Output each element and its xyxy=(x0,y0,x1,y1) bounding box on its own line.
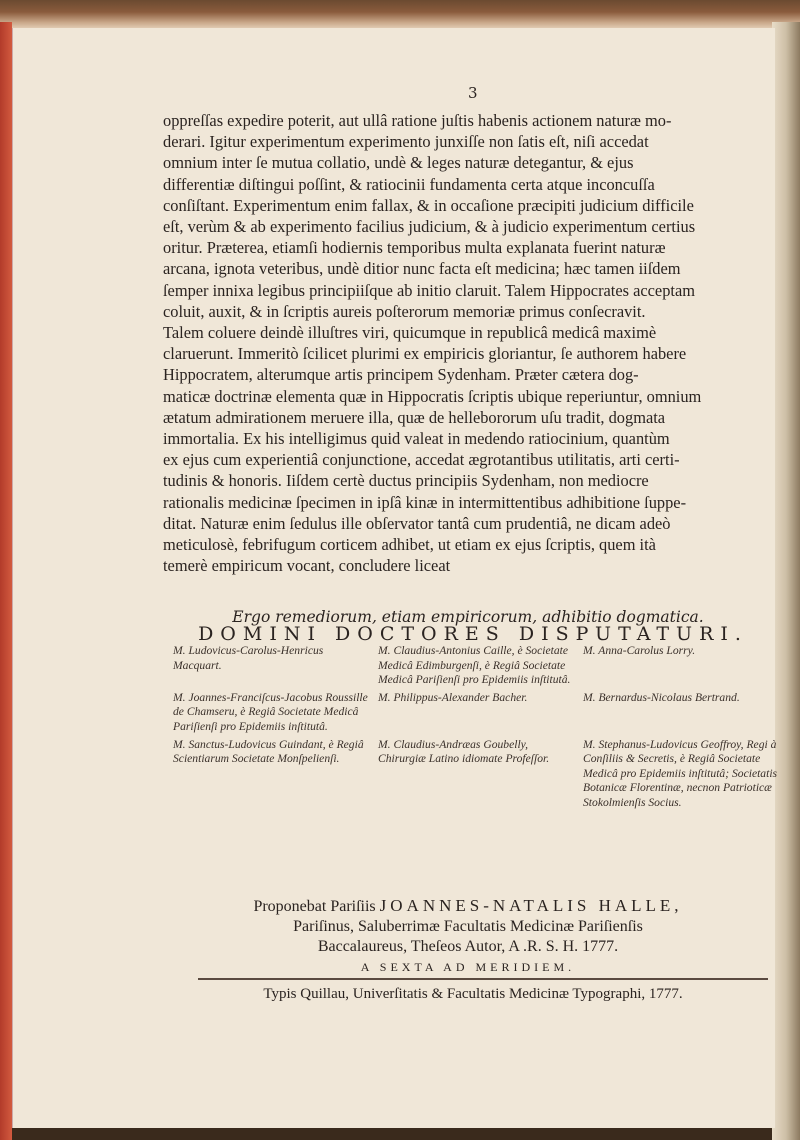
body-line: eſt, verùm & ab experimento facilius judicium, & à judicio experimentum certius xyxy=(163,217,696,237)
body-line: ſemper innixa legibus principiiſque ab initio claruit. Talem Hippocrates acceptam xyxy=(163,280,695,300)
disputant-entry: M. Sanctus-Ludovicus Guindant, è Regiâ Scientiarum Societate Monſpelienſi. xyxy=(173,737,364,766)
body-text xyxy=(163,110,773,576)
proponent-line: Baccalaureus, Theſeos Autor, A .R. S. H. 1777. xyxy=(317,938,619,955)
body-line: ætatum admirationem meruere illa, quæ de hellebororum uſu tradit, dogmata xyxy=(163,407,666,427)
body-line: oritur. Præterea, etiamſi hodiernis temporibus multa explanata fuerint naturæ xyxy=(163,238,666,258)
body-line: conſiſtant. Experimentum enim fallax, & in occaſione præcipiti judicium difficile xyxy=(163,195,694,215)
time-line: A SEXTA AD MERIDIEM. xyxy=(360,960,576,974)
body-line: maticæ doctrinæ elementa quæ in Hippocratis ſcriptis ubique reperiuntur, omnium xyxy=(163,386,702,406)
proponent-block xyxy=(163,896,773,977)
disputant-entry: M. Claudius-Antonius Caille, è Societate Medicâ Edimburgenſi, è Regiâ Societate Medicâ Pariſienſi pro Epidemiis inſtitutâ. xyxy=(378,644,571,687)
book-right-edge xyxy=(772,22,800,1140)
proponent-line: Pariſinus, Saluberrimæ Facultatis Medicinæ Pariſienſis xyxy=(293,918,643,935)
body-line: Hippocratem, alterumque artis principem Sydenham. Præter cætera dog- xyxy=(163,365,639,385)
disputant-entry: M. Anna-Carolus Lorry. xyxy=(583,644,696,657)
book-page xyxy=(12,28,778,1128)
book-left-edge xyxy=(0,22,12,1140)
body-line: ex ejus cum experientiâ conjunctione, accedat ægrotantibus utilitatis, arti certi- xyxy=(163,450,680,470)
proponebat-label: Proponebat Pariſiis xyxy=(253,898,376,915)
book-top-edge xyxy=(0,0,800,30)
disputant-entry: M. Bernardus-Nicolaus Bertrand. xyxy=(583,690,740,704)
disputants-heading: DOMINI DOCTORES DISPUTATURI. xyxy=(198,623,748,645)
body-line: temerè empiricum vocant, concludere liceat xyxy=(163,556,451,576)
body-line: oppreſſas expedire poterit, aut ullâ ratione juſtis habenis actionem naturæ mo- xyxy=(163,111,672,130)
body-line: ditat. Naturæ enim ſedulus ille obſervator tantâ cum prudentiâ, ne dicam adeò xyxy=(163,513,671,533)
body-line: coluit, auxit, & in ſcriptis aureis poſterorum memoriæ primus conſecravit. xyxy=(163,301,646,321)
disputants-list xyxy=(173,644,783,811)
divider xyxy=(198,978,768,980)
page-number: 3 xyxy=(468,84,478,102)
disputant-entry: M. Ludovicus-Carolus-Henricus Macquart. xyxy=(173,644,324,672)
proponent-line xyxy=(163,896,773,917)
disputant-entry: M. Stephanus-Ludovicus Geoffroy, Regi à Conſiliis & Secretis, è Regiâ Societate Medicâ pro Epidemiis inſtitutâ; Societatis Botanicæ Florentinæ, necnon Patrioticæ Stokolmienſis Socius. xyxy=(583,737,778,809)
proponent-name: JOANNES-NATALIS HALLE, xyxy=(379,896,683,915)
body-line: differentiæ diſtingui poſſint, & ratiocinii fundamenta certa atque inconcuſſa xyxy=(163,174,655,194)
body-line: derari. Igitur experimentum experimento junxiſſe non ſatis eſt, niſi accedat xyxy=(163,132,649,152)
body-line: claruerunt. Immeritò ſcilicet plurimi ex empiricis gloriantur, ſe authorem habere xyxy=(163,344,687,364)
body-line: omnium inter ſe mutua collatio, undè & leges naturæ detegantur, & ejus xyxy=(163,153,634,173)
body-line: Talem coluere deindè illuſtres viri, quicumque in republicâ medicâ maximè xyxy=(163,323,657,343)
body-line: rationalis medicinæ ſpecimen in ipſâ kinæ in intermittentibus adhibitione ſuppe- xyxy=(163,492,687,512)
body-line: arcana, ignota veteribus, undè ditior nunc facta eſt medicina; hæc tamen iiſdem xyxy=(163,259,681,279)
printer-imprint: Typis Quillau, Univerſitatis & Facultatis Medicinæ Typographi, 1777. xyxy=(263,986,683,1002)
disputant-entry: M. Philippus-Alexander Bacher. xyxy=(378,690,528,704)
disputant-entry: M. Claudius-Andræas Goubelly, Chirurgiæ Latino idiomate Profeſſor. xyxy=(378,737,550,766)
body-line: immortalia. Ex his intelligimus quid valeat in medendo ratiocinium, quantùm xyxy=(163,429,670,449)
disputant-entry: M. Joannes-Franciſcus-Jacobus Roussille de Chamseru, è Regiâ Societate Medicâ Pariſienſi pro Epidemiis inſtitutâ. xyxy=(173,690,368,733)
body-line: meticulosè, febrifugum corticem adhibet, ut etiam ex ejus ſcriptis, quem ità xyxy=(163,535,656,555)
thesis-conclusion: Ergo remediorum, etiam empiricorum, adhibitio dogmatica. xyxy=(232,608,704,626)
body-line: tudinis & honoris. Iiſdem certè ductus principiis Sydenham, non mediocre xyxy=(163,471,649,491)
